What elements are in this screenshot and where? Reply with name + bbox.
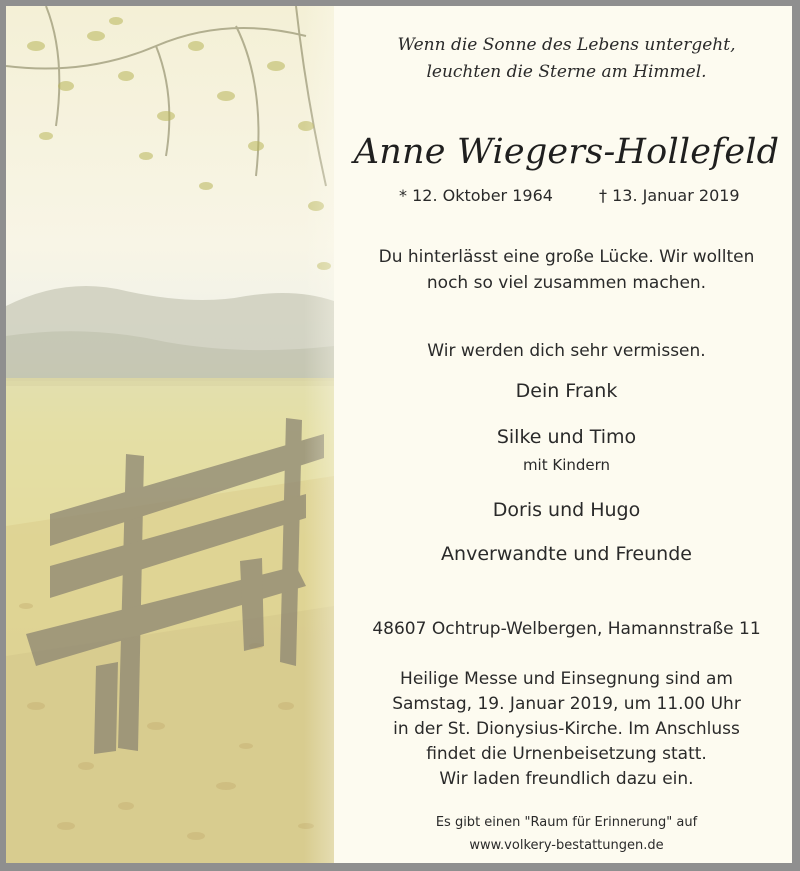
obituary-card (6, 6, 792, 863)
mourner-relatives: Anverwandte und Freunde (441, 543, 692, 565)
death-date: † 13. Januar 2019 (599, 186, 740, 205)
miss-line: Wir werden dich sehr vermissen. (427, 341, 706, 361)
motto-line-1: Wenn die Sonne des Lebens untergeht, (397, 35, 736, 55)
obituary-text (341, 6, 792, 863)
bench-illustration (6, 6, 334, 863)
service-line-3: in der St. Dionysius-Kirche. Im Anschluss (393, 719, 740, 739)
autumn-bench-photo (6, 6, 334, 863)
service-line-4: findet die Urnenbeisetzung statt. (426, 744, 707, 764)
mourner-doris-hugo: Doris und Hugo (492, 499, 641, 521)
service-line-1: Heilige Messe und Einsegnung sind am (400, 669, 733, 689)
address: 48607 Ochtrup-Welbergen, Hamannstraße 11 (372, 619, 761, 639)
footer-website: www.volkery-bestattungen.de (469, 838, 664, 853)
mourner-silke-timo: Silke und Timo (496, 426, 637, 448)
footer-line-1: Es gibt einen "Raum für Erinnerung" auf (435, 815, 698, 830)
dates-row (341, 186, 792, 208)
deceased-name: Anne Wiegers-Hollefeld (353, 132, 780, 172)
photo-fade (304, 6, 334, 863)
mourner-children: mit Kindern (522, 456, 611, 474)
mourner-frank: Dein Frank (515, 380, 618, 402)
birth-date: * 12. Oktober 1964 (399, 186, 553, 205)
message-line-1: Du hinterlässt eine große Lücke. Wir wollten (378, 247, 755, 267)
motto-line-2: leuchten die Sterne am Himmel. (426, 62, 707, 82)
service-line-2: Samstag, 19. Januar 2019, um 11.00 Uhr (392, 694, 741, 714)
message-line-2: noch so viel zusammen machen. (426, 273, 707, 293)
service-line-5: Wir laden freundlich dazu ein. (439, 769, 694, 789)
